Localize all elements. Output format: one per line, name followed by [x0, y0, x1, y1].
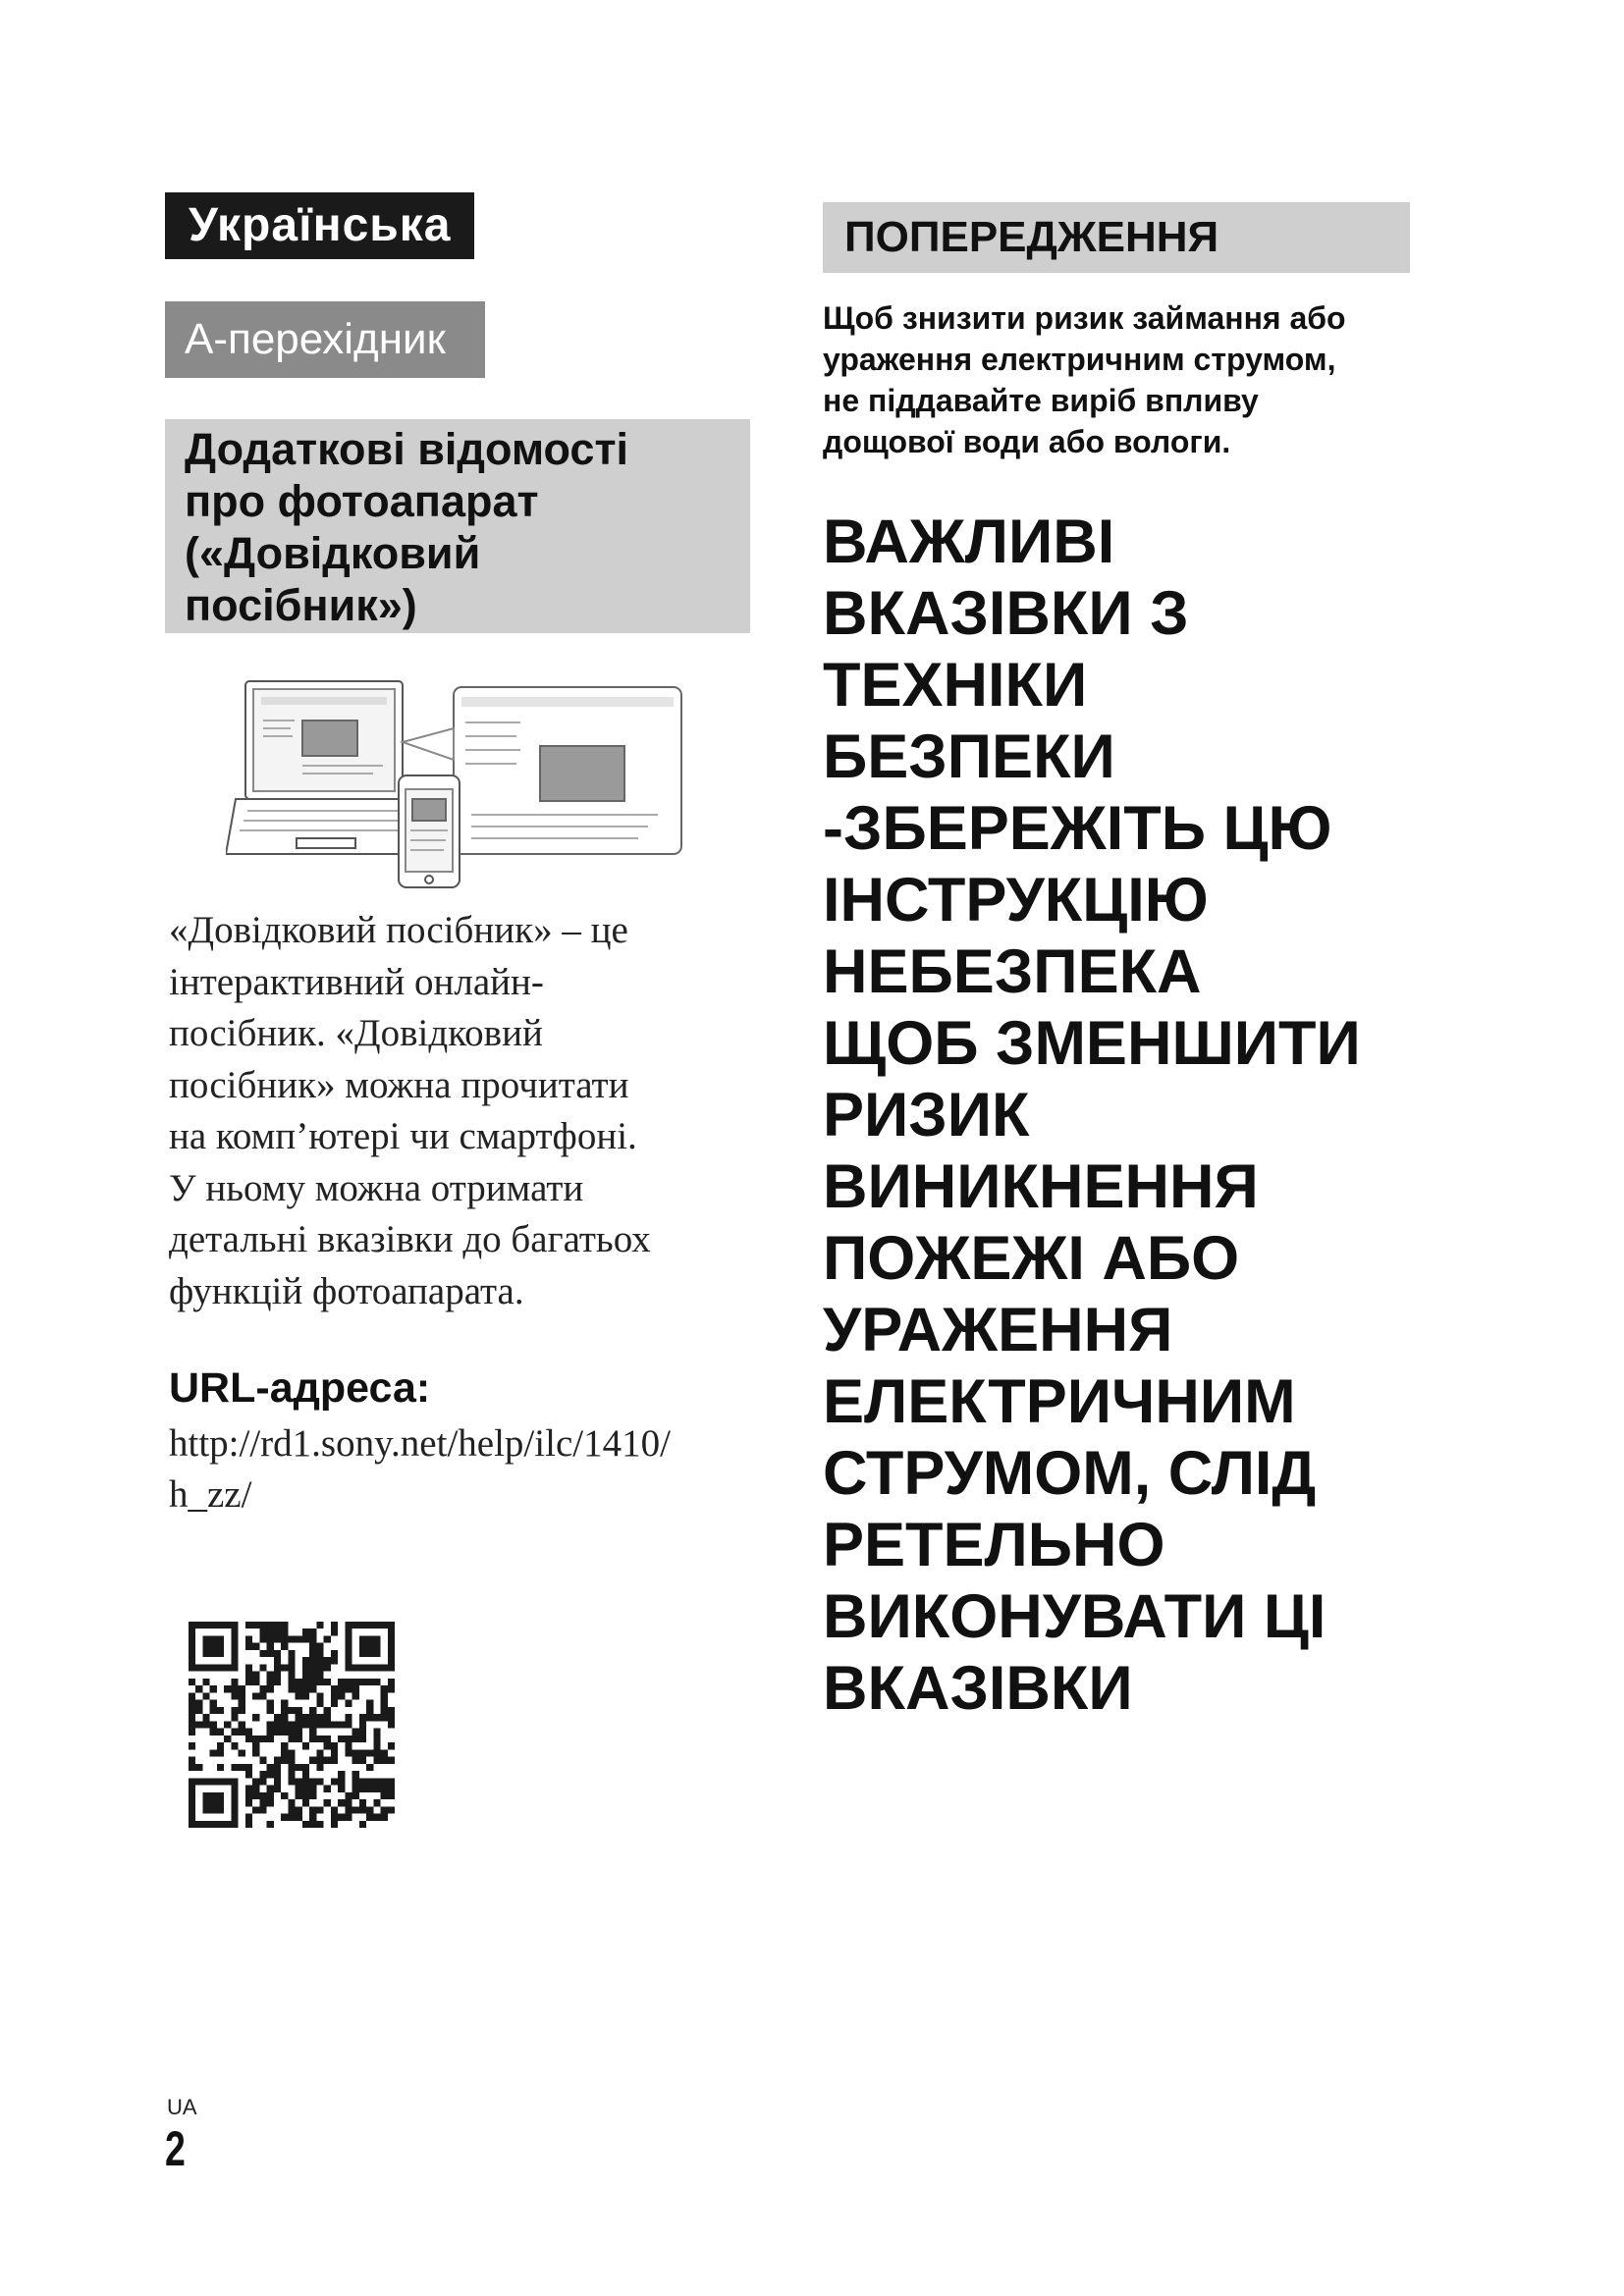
- warning-line: ураження електричним струмом,: [823, 342, 1336, 377]
- warning-heading: ПОПЕРЕДЖЕННЯ: [823, 202, 1410, 273]
- warning-line: Щоб знизити ризик займання або: [823, 300, 1346, 336]
- description-line: У ньому можна отримати: [169, 1166, 584, 1209]
- safety-line: ВИНИКНЕННЯ: [823, 1152, 1259, 1221]
- safety-line: ТЕХНІКИ: [823, 651, 1088, 720]
- description-line: посібник» можна прочитати: [169, 1063, 629, 1106]
- page-number: 2: [165, 2121, 186, 2176]
- url-link[interactable]: [169, 1418, 671, 1521]
- qr-code-icon: [189, 1622, 395, 1828]
- url-label: URL-адреса:: [169, 1364, 431, 1412]
- safety-instructions-heading: [823, 507, 1361, 1725]
- safety-line: НЕБЕЗПЕКА: [823, 937, 1202, 1006]
- safety-line: ЩОБ ЗМЕНШИТИ: [823, 1009, 1361, 1078]
- safety-line: УРАЖЕННЯ: [823, 1296, 1173, 1364]
- safety-line: СТРУМОМ, СЛІД: [823, 1439, 1317, 1508]
- help-guide-illustration: [226, 677, 687, 895]
- safety-line: ВКАЗІВКИ: [823, 1654, 1133, 1723]
- description-line: детальні вказівки до багатьох: [169, 1218, 651, 1260]
- more-info-line: про фотоапарат: [185, 476, 539, 526]
- more-info-line: посібник»): [185, 580, 417, 630]
- safety-line: ВКАЗІВКИ З: [823, 579, 1189, 648]
- help-guide-description: [169, 905, 758, 1317]
- warning-line: дощової води або вологи.: [823, 424, 1231, 459]
- description-line: на комп’ютері чи смартфоні.: [169, 1115, 637, 1157]
- warning-line: не піддавайте виріб впливу: [823, 383, 1259, 418]
- safety-line: ВАЖЛИВІ: [823, 507, 1115, 576]
- language-code: UA: [167, 2095, 197, 2119]
- url-line[interactable]: h_zz/: [169, 1473, 252, 1516]
- language-tab: Українська: [165, 192, 474, 259]
- safety-line: ВИКОНУВАТИ ЦІ: [823, 1582, 1326, 1651]
- safety-line: ПОЖЕЖІ АБО: [823, 1224, 1240, 1293]
- more-info-line: («Довідковий: [185, 528, 481, 578]
- description-line: посібник. «Довідковий: [169, 1012, 543, 1054]
- more-info-heading: [165, 419, 750, 633]
- more-info-line: Додаткові відомості: [185, 424, 628, 474]
- safety-line: РЕТЕЛЬНО: [823, 1511, 1165, 1579]
- safety-line: БЕЗПЕКИ: [823, 722, 1115, 791]
- description-line: «Довідковий посібник» – це: [169, 909, 628, 951]
- safety-line: -ЗБЕРЕЖІТЬ ЦЮ: [823, 794, 1332, 863]
- safety-line: ЕЛЕКТРИЧНИМ: [823, 1367, 1296, 1436]
- description-line: функцій фотоапарата.: [169, 1269, 524, 1312]
- warning-text: [823, 297, 1422, 462]
- description-line: інтерактивний онлайн-: [169, 960, 544, 1003]
- safety-line: РИЗИК: [823, 1081, 1030, 1149]
- url-line[interactable]: http://rd1.sony.net/help/ilc/1410/: [169, 1422, 671, 1465]
- safety-line: ІНСТРУКЦІЮ: [823, 866, 1209, 934]
- adapter-tab: А-перехідник: [165, 301, 485, 378]
